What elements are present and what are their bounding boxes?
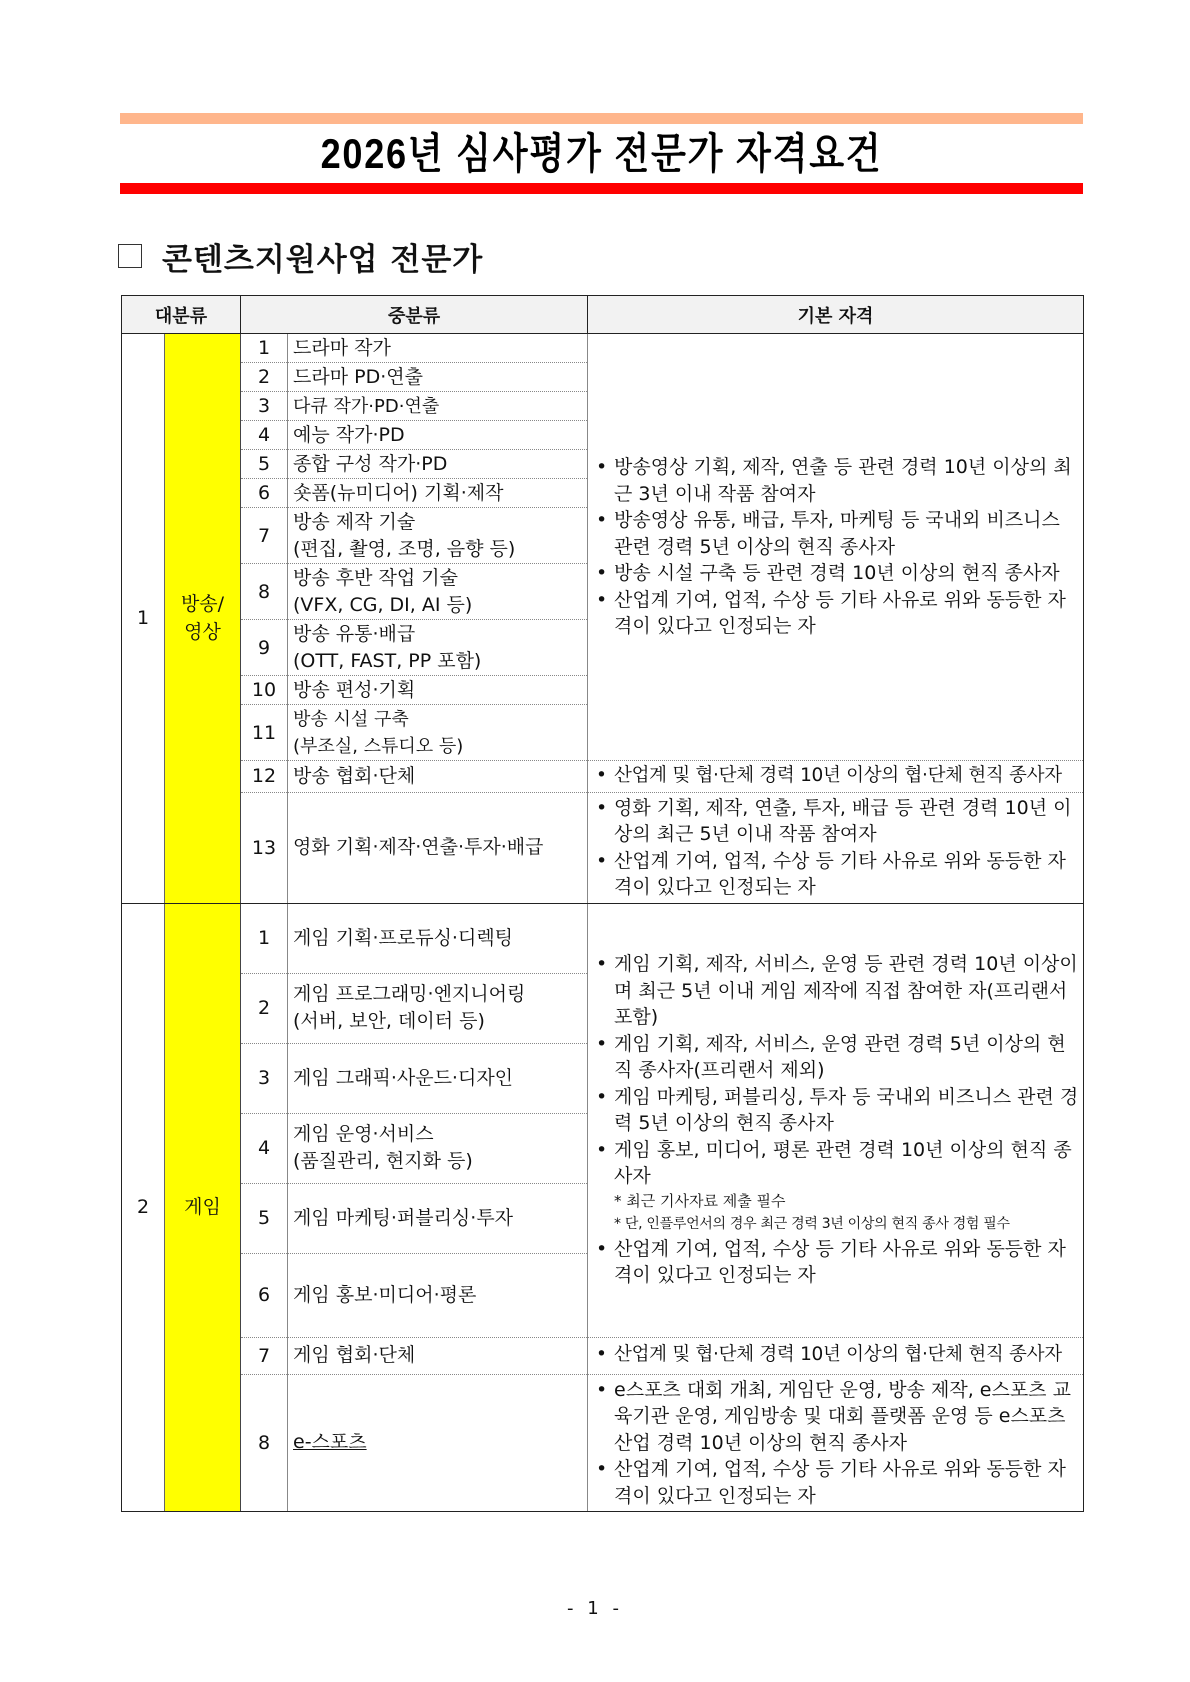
row-name-line: (VFX, CG, DI, AI 등) — [293, 593, 473, 616]
row-number: 8 — [241, 1374, 288, 1512]
header-requirements: 기본 자격 — [588, 296, 1084, 334]
row-name: 영화 기획·제작·연출·투자·배급 — [288, 792, 588, 903]
table-row — [122, 761, 1084, 793]
row-name: 게임 협회·단체 — [288, 1337, 588, 1374]
row-name: 게임 기획·프로듀싱·디렉팅 — [288, 903, 588, 973]
row-name-line: 방송 제작 기술 — [293, 510, 416, 533]
group-category-line1: 방송/ — [180, 593, 225, 616]
page-title: 2026년 심사평가 전문가 자격요건 — [320, 130, 883, 177]
checkbox-square-icon — [118, 244, 142, 268]
row-name-line: (편집, 촬영, 조명, 음향 등) — [293, 537, 516, 560]
row-number: 10 — [241, 676, 288, 705]
requirement-bullet: • e스포츠 대회 개최, 게임단 운영, 방송 제작, e스포츠 교육기관 운영, 게임방송 및 대회 플랫폼 운영 등 e스포츠 산업 경력 10년 이상의 현직 종사자 — [596, 1377, 1079, 1457]
requirement-bullet: • 산업계 기여, 업적, 수상 등 기타 사유로 위와 동등한 자격이 있다고 인정되는 자 — [596, 848, 1079, 901]
requirement-bullet: • 산업계 기여, 업적, 수상 등 기타 사유로 위와 동등한 자격이 있다고 인정되는 자 — [596, 587, 1079, 640]
row-name: 게임 홍보·미디어·평론 — [288, 1253, 588, 1337]
qualification-table — [121, 295, 1084, 1512]
requirement-bullet: • 산업계 기여, 업적, 수상 등 기타 사유로 위와 동등한 자격이 있다고 인정되는 자 — [596, 1236, 1079, 1289]
row-number: 1 — [241, 334, 288, 363]
title-bottom-bar — [120, 183, 1083, 194]
row-name: 방송 편성·기획 — [288, 676, 588, 705]
requirement-note: * 단, 인플루언서의 경우 최근 경력 3년 이상의 현직 종사 경험 필수 — [614, 1215, 1010, 1232]
row-name-line: 방송 유통·배급 — [293, 622, 416, 645]
header-major-category: 대분류 — [122, 296, 241, 334]
requirement-bullet: • 산업계 기여, 업적, 수상 등 기타 사유로 위와 동등한 자격이 있다고 인정되는 자 — [596, 1456, 1079, 1509]
row-name-line: 게임 프로그래밍·엔지니어링 — [293, 983, 526, 1005]
row-name: 종합 구성 작가·PD — [288, 450, 588, 479]
row-number: 3 — [241, 392, 288, 421]
row-name: 숏폼(뉴미디어) 기획·제작 — [288, 479, 588, 508]
requirement-bullet: • 게임 기획, 제작, 서비스, 운영 관련 경력 5년 이상의 현직 종사자(프리랜서 제외) — [596, 1031, 1079, 1084]
requirement-bullet: • 게임 기획, 제작, 서비스, 운영 등 관련 경력 10년 이상이며 최근 5년 이내 게임 제작에 직접 참여한 자(프리랜서 포함) — [596, 951, 1079, 1031]
row-number: 8 — [241, 564, 288, 620]
row-name-line: (OTT, FAST, PP 포함) — [293, 649, 482, 672]
row-name: 다큐 작가·PD·연출 — [288, 392, 588, 421]
row-name: 예능 작가·PD — [288, 421, 588, 450]
row-number: 11 — [241, 705, 288, 761]
row-name — [288, 705, 588, 761]
requirement-bullet: • 방송 시설 구축 등 관련 경력 10년 이상의 현직 종사자 — [596, 560, 1079, 587]
requirement-bullet: • 방송영상 기획, 제작, 연출 등 관련 경력 10년 이상의 최근 3년 이내 작품 참여자 — [596, 454, 1079, 507]
section-title: 콘텐츠지원사업 전문가 — [162, 241, 484, 278]
row-name-line: (부조실, 스튜디오 등) — [293, 735, 464, 757]
row-name — [288, 508, 588, 564]
row-number: 2 — [241, 363, 288, 392]
group-category — [165, 334, 241, 904]
row-name: e-스포츠 — [288, 1374, 588, 1512]
row-name-line: (서버, 보안, 데이터 등) — [293, 1010, 485, 1032]
row-number: 12 — [241, 761, 288, 793]
row-name-line: 방송 후반 작업 기술 — [293, 566, 458, 589]
requirements-cell — [588, 761, 1084, 793]
table-row — [122, 1374, 1084, 1512]
requirements-cell — [588, 792, 1084, 903]
requirements-cell — [588, 1374, 1084, 1512]
row-name — [288, 564, 588, 620]
row-number: 6 — [241, 1253, 288, 1337]
table-header-row — [122, 296, 1084, 334]
requirement-note: * 최근 기사자료 제출 필수 — [614, 1191, 786, 1210]
row-name: 드라마 작가 — [288, 334, 588, 363]
row-name — [288, 973, 588, 1043]
row-number: 4 — [241, 1113, 288, 1183]
row-name-line: 방송 시설 구축 — [293, 708, 409, 730]
section-heading — [118, 234, 483, 278]
table-row — [122, 792, 1084, 903]
row-number: 5 — [241, 450, 288, 479]
row-number: 7 — [241, 1337, 288, 1374]
group-category-line2: 영상 — [184, 621, 221, 644]
requirements-cell — [588, 334, 1084, 761]
row-name: 게임 그래픽·사운드·디자인 — [288, 1043, 588, 1113]
row-name-line: (품질관리, 현지화 등) — [293, 1150, 473, 1172]
page-number: - 1 - — [567, 1598, 623, 1619]
row-name — [288, 620, 588, 676]
header-middle-category: 중분류 — [241, 296, 588, 334]
group-category-line1: 게임 — [184, 1196, 221, 1219]
row-number: 1 — [241, 903, 288, 973]
row-number: 2 — [241, 973, 288, 1043]
row-number: 13 — [241, 792, 288, 903]
requirement-bullet: • 산업계 및 협·단체 경력 10년 이상의 협·단체 현직 종사자 — [596, 763, 1079, 790]
table-row — [122, 1337, 1084, 1374]
requirements-cell — [588, 903, 1084, 1337]
row-number: 7 — [241, 508, 288, 564]
table-row — [122, 334, 1084, 363]
row-name — [288, 1113, 588, 1183]
requirement-bullet: • 산업계 및 협·단체 경력 10년 이상의 협·단체 현직 종사자 — [596, 1342, 1079, 1369]
requirement-bullet: • 방송영상 유통, 배급, 투자, 마케팅 등 국내외 비즈니스 관련 경력 5년 이상의 현직 종사자 — [596, 507, 1079, 560]
group-number: 1 — [122, 334, 165, 904]
row-number: 9 — [241, 620, 288, 676]
requirement-bullet: • 게임 마케팅, 퍼블리싱, 투자 등 국내외 비즈니스 관련 경력 5년 이상의 현직 종사자 — [596, 1084, 1079, 1137]
requirement-bullet: • 게임 홍보, 미디어, 평론 관련 경력 10년 이상의 현직 종사자 — [596, 1137, 1079, 1190]
row-name: 드라마 PD·연출 — [288, 363, 588, 392]
requirements-cell — [588, 1337, 1084, 1374]
title-top-bar — [120, 113, 1083, 124]
group-category — [165, 903, 241, 1512]
row-number: 3 — [241, 1043, 288, 1113]
row-name: 게임 마케팅·퍼블리싱·투자 — [288, 1183, 588, 1253]
row-number: 6 — [241, 479, 288, 508]
table-row — [122, 903, 1084, 973]
row-name-line: 게임 운영·서비스 — [293, 1123, 434, 1145]
row-number: 5 — [241, 1183, 288, 1253]
row-name: 방송 협회·단체 — [288, 761, 588, 793]
group-number: 2 — [122, 903, 165, 1512]
requirement-bullet: • 영화 기획, 제작, 연출, 투자, 배급 등 관련 경력 10년 이상의 최근 5년 이내 작품 참여자 — [596, 795, 1079, 848]
row-number: 4 — [241, 421, 288, 450]
